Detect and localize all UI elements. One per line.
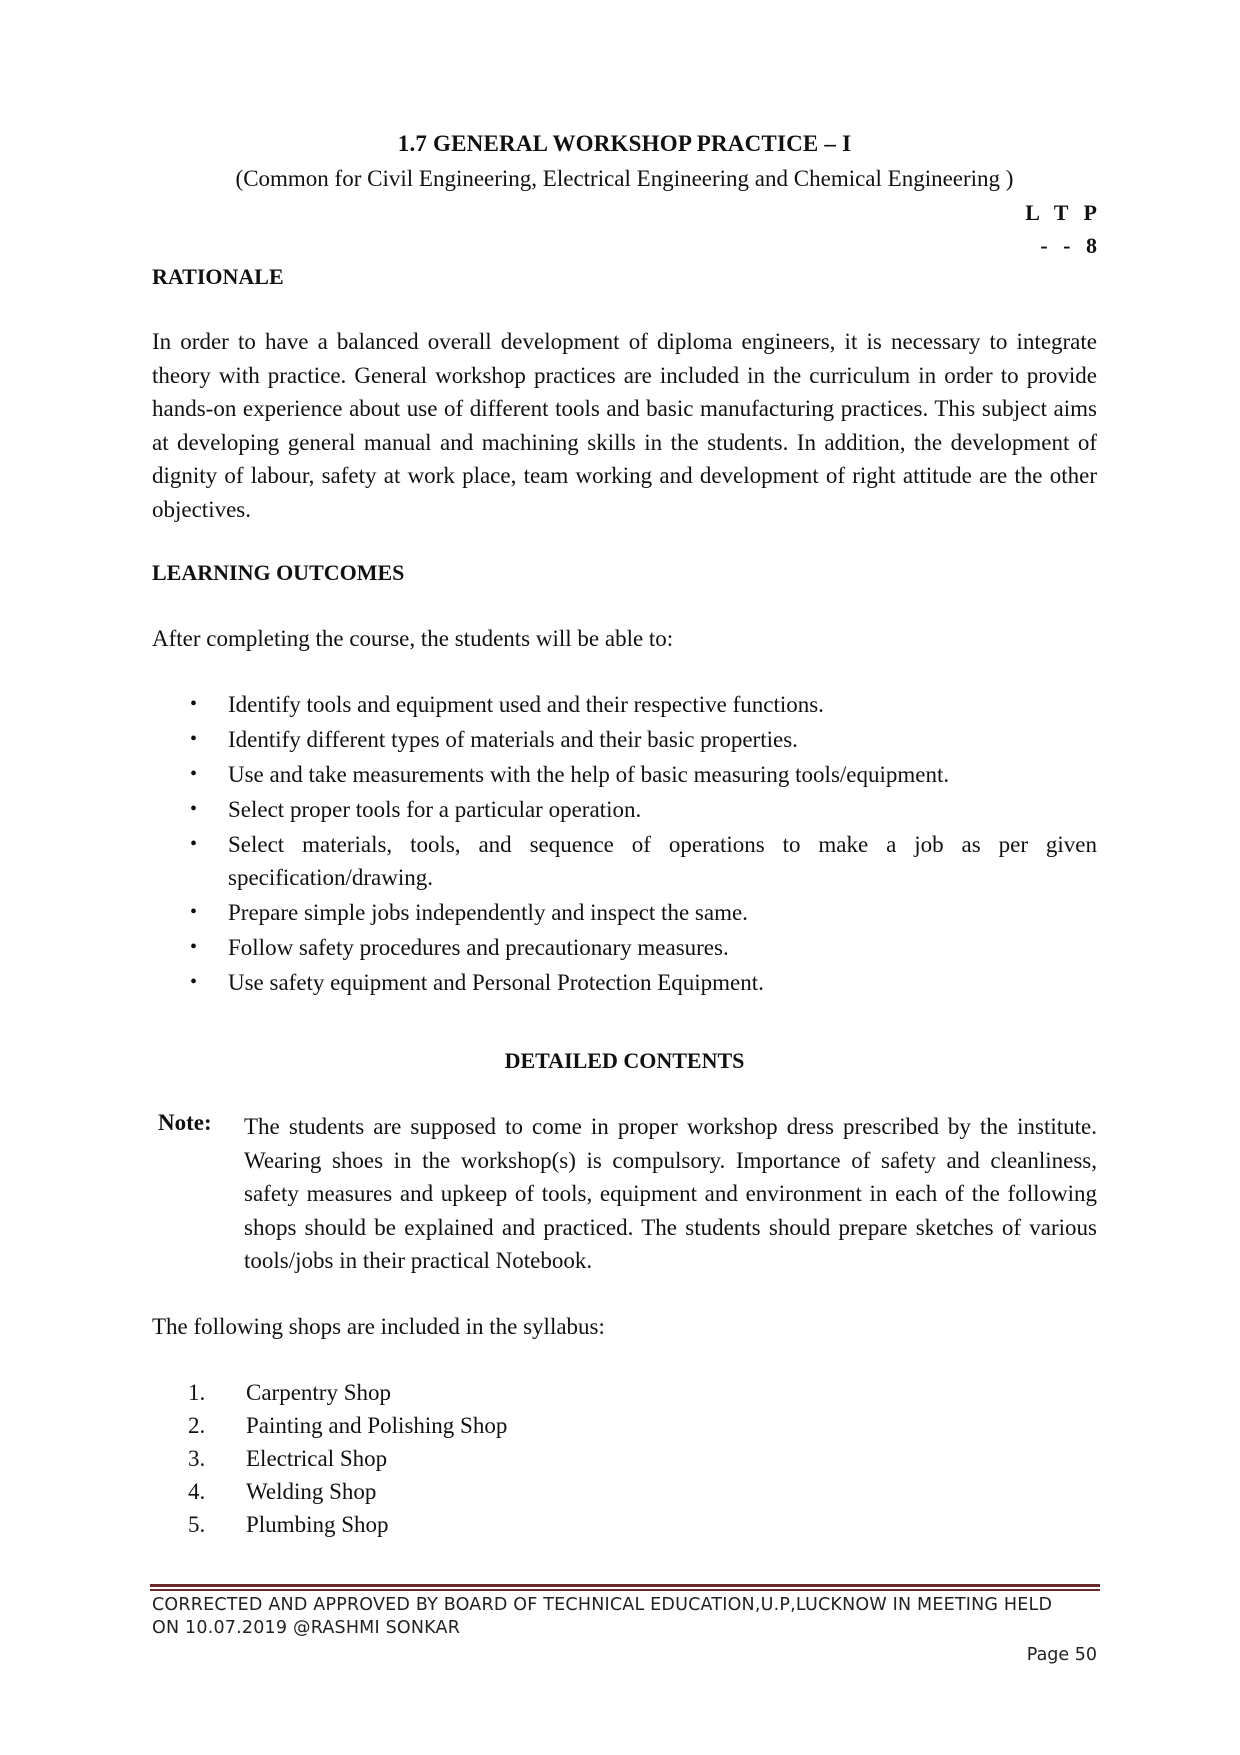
list-item: [190, 688, 1097, 721]
shop-name: Carpentry Shop: [246, 1380, 392, 1405]
list-item-text: Identify different types of materials and their basic properties.: [228, 727, 798, 752]
list-item: [188, 1376, 507, 1409]
course-subtitle: (Common for Civil Engineering, Electrical Engineering and Chemical Engineering ): [235, 166, 1014, 191]
learning-outcomes-heading: LEARNING OUTCOMES: [152, 560, 405, 585]
footer-divider: [150, 1584, 1100, 1587]
list-item: [190, 931, 1097, 964]
list-number: 4.: [188, 1479, 206, 1504]
footer-divider-thin: [150, 1589, 1100, 1591]
list-item: [188, 1508, 507, 1541]
list-number: 3.: [188, 1446, 206, 1471]
bullet-icon: •: [190, 728, 198, 750]
bullet-icon: •: [190, 798, 198, 820]
bullet-icon: •: [190, 763, 198, 785]
learning-outcomes-intro: After completing the course, the students will be able to:: [152, 626, 674, 651]
page-number: Page 50: [1026, 1645, 1097, 1665]
list-item-text: Select materials, tools, and sequence of operations to make a job as per given specification/drawing.: [228, 832, 1097, 890]
list-item: [188, 1409, 507, 1442]
rationale-text: In order to have a balanced overall development of diploma engineers, it is necessary to integrate theory with practice. General workshop practices are included in the curriculum in order to provide hands-on experience about use of different tools and basic manufacturing practices. This subject aims at developing general manual and machining skills in the students. In addition, the development of dignity of labour, safety at work place, team working and development of right attitude are the other objectives.: [152, 329, 1097, 522]
detailed-contents-heading: DETAILED CONTENTS: [504, 1048, 745, 1073]
list-item-text: Prepare simple jobs independently and inspect the same.: [228, 900, 748, 925]
bullet-icon: •: [190, 971, 198, 993]
shop-name: Painting and Polishing Shop: [246, 1413, 508, 1438]
list-item-text: Select proper tools for a particular operation.: [228, 797, 642, 822]
course-title: 1.7 GENERAL WORKSHOP PRACTICE – I: [397, 131, 852, 156]
list-item: [188, 1442, 507, 1475]
list-item-text: Use safety equipment and Personal Protection Equipment.: [228, 970, 764, 995]
shop-name: Electrical Shop: [246, 1446, 388, 1471]
list-number: 1.: [188, 1380, 206, 1405]
rationale-heading: RATIONALE: [152, 264, 284, 289]
note-text: The students are supposed to come in proper workshop dress prescribed by the institute. Wearing shoes in the workshop(s) is compulsory. Importance of safety and cleanliness, safety measures and upkeep of tools, equipment and environment in each of the following shops should be explained and practiced. The students should prepare sketches of various tools/jobs in their practical Notebook.: [244, 1114, 1097, 1273]
bullet-icon: •: [190, 936, 198, 958]
list-item: [190, 828, 1097, 894]
bullet-icon: •: [190, 901, 198, 923]
list-item: [190, 793, 1097, 826]
list-item-text: Follow safety procedures and precautionary measures.: [228, 935, 729, 960]
list-item-text: Identify tools and equipment used and their respective functions.: [228, 692, 824, 717]
footer-line-1: CORRECTED AND APPROVED BY BOARD OF TECHNICAL EDUCATION,U.P,LUCKNOW IN MEETING HELD: [152, 1595, 1053, 1615]
footer-note: [152, 1594, 1097, 1640]
shops-list: [188, 1376, 507, 1541]
shop-name: Welding Shop: [246, 1479, 377, 1504]
ltp-header: L T P: [1025, 200, 1097, 225]
list-item-text: Use and take measurements with the help of basic measuring tools/equipment.: [228, 762, 950, 787]
list-item: [190, 966, 1097, 999]
list-number: 2.: [188, 1413, 206, 1438]
footer-line-2: ON 10.07.2019 @RASHMI SONKAR: [152, 1618, 461, 1638]
note-label: Note:: [158, 1110, 212, 1135]
list-item: [188, 1475, 507, 1508]
list-item: [190, 723, 1097, 756]
list-item: [190, 896, 1097, 929]
list-item: [190, 758, 1097, 791]
list-number: 5.: [188, 1512, 206, 1537]
shops-intro: The following shops are included in the syllabus:: [152, 1314, 605, 1339]
bullet-icon: •: [190, 693, 198, 715]
bullet-icon: •: [190, 833, 198, 855]
shop-name: Plumbing Shop: [246, 1512, 389, 1537]
learning-outcomes-list: [190, 688, 1097, 1001]
ltp-values: - - 8: [1040, 233, 1097, 258]
